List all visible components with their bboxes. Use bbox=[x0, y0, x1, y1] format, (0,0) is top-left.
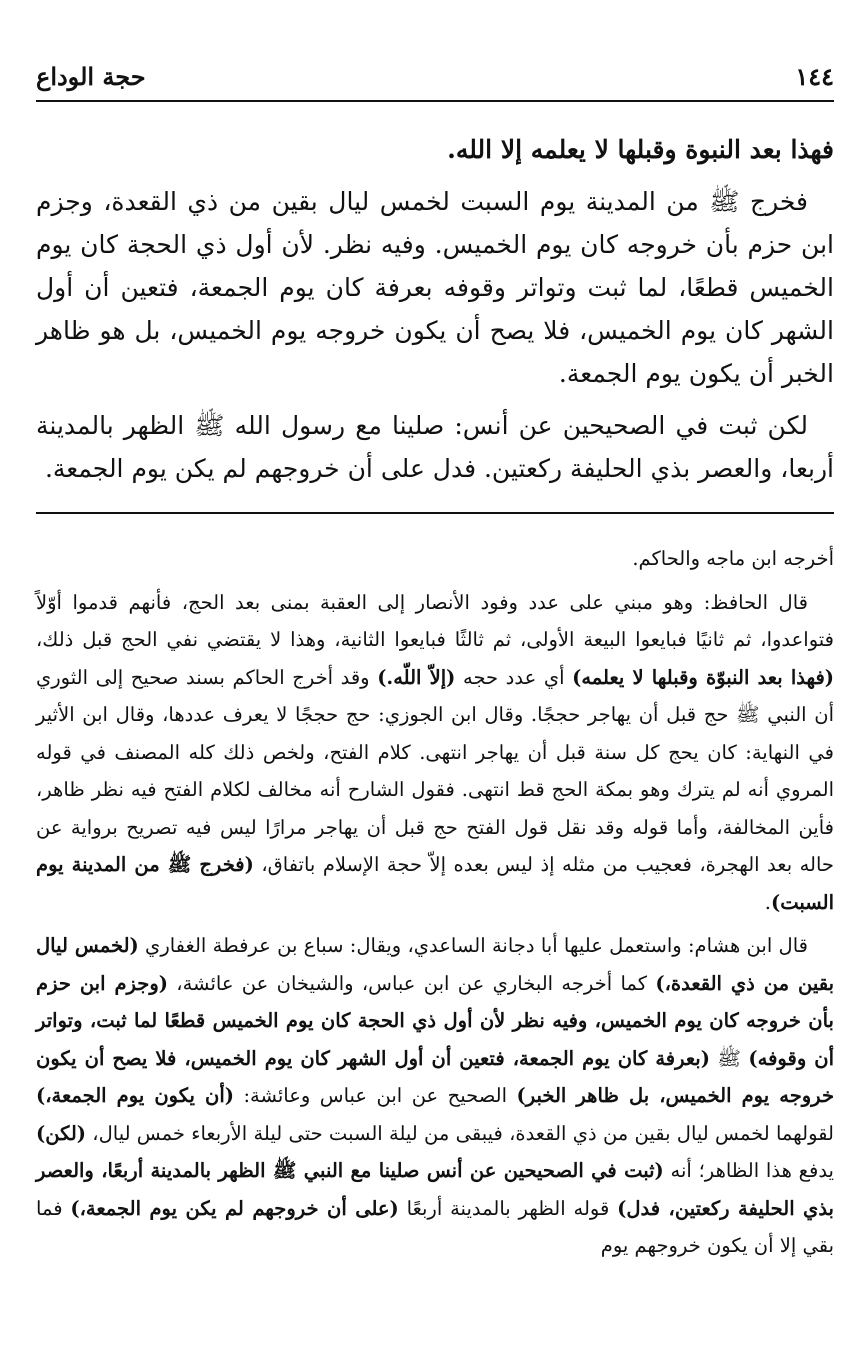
quoted-matn: (لكن) bbox=[36, 1121, 87, 1145]
commentary-paragraph-1 bbox=[36, 584, 834, 922]
commentary-text: يدفع هذا الظاهر؛ أنه bbox=[663, 1159, 834, 1182]
commentary-paragraph-2 bbox=[36, 927, 834, 1265]
main-text bbox=[36, 128, 834, 499]
commentary-text: قوله الظهر بالمدينة أربعًا bbox=[398, 1196, 618, 1220]
quoted-matn: (إلاّ اللّه.) bbox=[377, 665, 456, 689]
commentary-text: قال الحافظ: وهو مبني على عدد وفود الأنصار إلى العقبة بمنى بعد الحج، فأنهم قدموا أوّلاً فتواعدوا، ثم ثانيًا فبايعوا البيعة الأولى، ثم ثالثًا فبايعوا الثانية، وهذا لا يقتضي نفي الحج قبل ذلك، bbox=[36, 590, 834, 651]
commentary-text: لقولهما لخمس ليال بقين من ذي القعدة، فيبقى من ليلة السبت حتى ليلة الأربعاء خمس ليال، bbox=[86, 1121, 834, 1145]
commentary-text: ﷺ bbox=[709, 1046, 749, 1070]
commentary-text: الصحيح عن ابن عباس وعائشة: bbox=[233, 1084, 517, 1107]
quoted-matn: (أن يكون يوم الجمعة،) bbox=[36, 1084, 234, 1107]
commentary-text: كما أخرجه البخاري عن ابن عباس، والشيخان عن عائشة، bbox=[167, 971, 656, 995]
footnote-divider bbox=[36, 512, 834, 514]
page-number: ١٤٤ bbox=[795, 61, 834, 91]
main-paragraph-3: لكن ثبت في الصحيحين عن أنس: صلينا مع رسول الله ﷺ الظهر بالمدينة أربعا، والعصر بذي الحليفة ركعتين. فدل على أن خروجهم لم يكن يوم الجمعة. bbox=[36, 411, 834, 483]
quoted-matn: (فهذا بعد النبوّة وقبلها لا يعلمه) bbox=[572, 665, 835, 689]
quoted-matn: (على أن خروجهم لم يكن يوم الجمعة،) bbox=[70, 1196, 399, 1220]
book-title: حجة الوداع bbox=[36, 61, 146, 91]
running-header bbox=[36, 56, 834, 96]
commentary-text: أي عدد حجه bbox=[455, 665, 573, 689]
footnote-1: أخرجه ابن ماجه والحاكم. bbox=[632, 547, 834, 570]
quoted-matn: (ثبت في الصحيحين عن أنس صلينا مع النبي ﷺ الظهر بالمدينة أربعًا، والعصر بذي الحليفة ركعتين، فدل) bbox=[36, 1159, 834, 1220]
commentary-text: . bbox=[764, 890, 771, 914]
quoted-matn: (لخمس ليال بقين من ذي القعدة،) bbox=[36, 934, 834, 995]
main-paragraph-1: فهذا بعد النبوة وقبلها لا يعلمه إلا الله. bbox=[447, 135, 834, 164]
quoted-matn: (وجزم ابن حزم بأن خروجه كان يوم الخميس، وفيه نظر لأن أول ذي الحجة كان يوم الخميس قطعًا لما ثبت، وتواتر أن وقوفه) bbox=[36, 971, 835, 1070]
commentary bbox=[36, 540, 834, 1271]
quoted-matn: (بعرفة كان يوم الجمعة، فتعين أن أول الشهر كان يوم الخميس، فلا يصح أن يكون خروجه يوم الخميس، بل ظاهر الخبر) bbox=[36, 1046, 834, 1107]
commentary-text: فما بقي إلا أن يكون خروجهم يوم bbox=[36, 1196, 834, 1257]
commentary-text: قال ابن هشام: واستعمل عليها أبا دجانة الساعدي، ويقال: سباع بن عرفطة الغفاري bbox=[138, 934, 808, 957]
main-paragraph-2: فخرج ﷺ من المدينة يوم السبت لخمس ليال بقين من ذي القعدة، وجزم ابن حزم بأن خروجه كان يوم الخميس. وفيه نظر. لأن أول ذي الحجة كان يوم الخميس قطعًا، لما ثبت وتواتر وقوفه بعرفة كان يوم الجمعة، فتعين أن أول الشهر كان يوم الخميس، فلا يصح أن يكون خروجه يوم الخميس، بل هو ظاهر الخبر أن يكون يوم الجمعة. bbox=[36, 187, 834, 388]
commentary-text: وقد أخرج الحاكم بسند صحيح إلى الثوري أن النبي ﷺ حج قبل أن يهاجر حججًا. وقال ابن الجوزي: حج حججًا لا يعرف عددها، وقال ابن الأثير في النهاية: كان يحج كل سنة قبل أن يهاجر انتهى. كلام الفتح، ولخص ذلك كله المصنف في قوله المروي أنه لم يترك وهو بمكة الحج قط انتهى. فقول الشارح أنه مخالف لكلام الفتح فيه نظر ظاهر، فأين المخالفة، وأما قوله وقد نقل قول الفتح حج قبل أن يهاجر مرارًا ليس فيه تصريح برواية عن حاله بعد الهجرة، فعجيب من مثله إذ ليس بعده إلاّ حجة الإسلام باتفاق، bbox=[36, 665, 834, 876]
header-divider bbox=[36, 100, 834, 102]
quoted-matn: (فخرج ﷺ من المدينة يوم السبت) bbox=[36, 853, 834, 914]
